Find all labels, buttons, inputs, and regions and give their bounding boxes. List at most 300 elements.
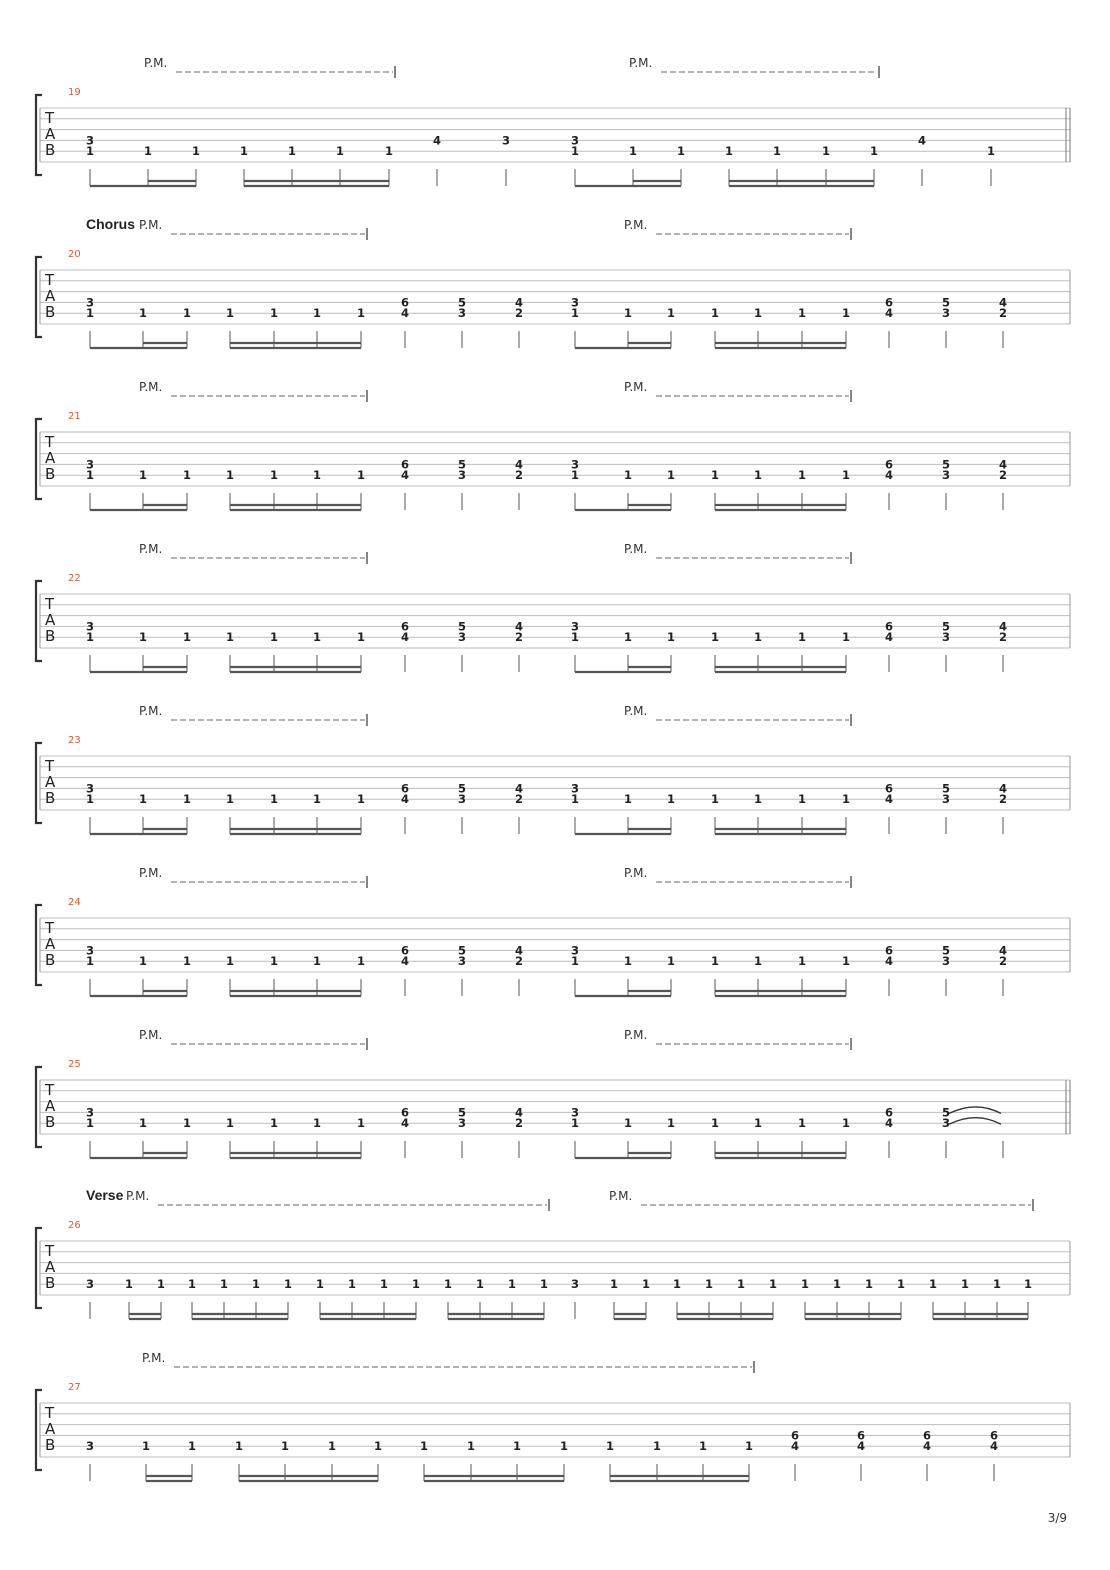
fret-number: 1 [312, 792, 322, 807]
measure-number: 25 [68, 1059, 81, 1070]
fret-number: 1 [641, 1277, 651, 1292]
fret-number: 1 [570, 468, 580, 483]
fret-number: 4 [884, 630, 894, 645]
fret-number: 1 [138, 630, 148, 645]
fret-number: 1 [234, 1439, 244, 1454]
fret-number: 1 [570, 630, 580, 645]
fret-number: 1 [864, 1277, 874, 1292]
fret-number: 1 [623, 306, 633, 321]
fret-number: 6 [884, 619, 894, 634]
palm-mute-label: P.M. [144, 56, 168, 70]
fret-number: 2 [998, 954, 1008, 969]
tab-clef-letter: A [45, 1258, 56, 1276]
fret-number: 1 [753, 468, 763, 483]
fret-number: 1 [312, 468, 322, 483]
fret-number: 1 [327, 1439, 337, 1454]
fret-number: 4 [400, 630, 410, 645]
section-label-verse: Verse [86, 1187, 124, 1203]
tab-clef-letter: B [45, 141, 56, 159]
fret-number: 5 [941, 781, 951, 796]
system-bracket [36, 1067, 42, 1147]
fret-number: 1 [652, 1439, 662, 1454]
fret-number: 4 [514, 619, 524, 634]
fret-number: 1 [841, 792, 851, 807]
tab-clef-letter: B [45, 1274, 56, 1292]
fret-number: 3 [457, 306, 467, 321]
fret-number: 2 [998, 630, 1008, 645]
palm-mute-label: P.M. [142, 1351, 166, 1365]
fret-number: 4 [400, 468, 410, 483]
fret-number: 1 [539, 1277, 549, 1292]
tab-clef-letter: A [45, 773, 56, 791]
fret-number: 1 [666, 630, 676, 645]
fret-number: 1 [724, 144, 734, 159]
palm-mute-label: P.M. [624, 866, 648, 880]
fret-number: 3 [457, 630, 467, 645]
fret-number: 1 [570, 1116, 580, 1131]
fret-number: 1 [419, 1439, 429, 1454]
measure-number: 22 [68, 573, 81, 584]
fret-number: 5 [457, 295, 467, 310]
fret-number: 1 [225, 630, 235, 645]
fret-number: 1 [356, 630, 366, 645]
tab-clef-letter: T [45, 433, 55, 451]
fret-number: 2 [514, 306, 524, 321]
tab-clef-letter: B [45, 1436, 56, 1454]
tab-clef-letter: T [45, 919, 55, 937]
fret-number: 4 [514, 781, 524, 796]
fret-number: 1 [143, 144, 153, 159]
fret-number: 3 [570, 619, 580, 634]
fret-number: 1 [384, 144, 394, 159]
fret-number: 1 [753, 630, 763, 645]
fret-number: 1 [138, 792, 148, 807]
fret-number: 1 [710, 306, 720, 321]
system-bracket [36, 1390, 42, 1470]
palm-mute-label: P.M. [624, 542, 648, 556]
fret-number: 4 [790, 1439, 800, 1454]
tab-clef-letter: T [45, 1404, 55, 1422]
fret-number: 1 [710, 954, 720, 969]
fret-number: 1 [736, 1277, 746, 1292]
fret-number: 1 [896, 1277, 906, 1292]
fret-number: 1 [335, 144, 345, 159]
tab-clef-letter: T [45, 1081, 55, 1099]
fret-number: 1 [138, 468, 148, 483]
fret-number: 3 [941, 468, 951, 483]
fret-number: 3 [85, 1277, 95, 1292]
fret-number: 3 [457, 468, 467, 483]
section-label-chorus: Chorus [86, 216, 135, 232]
palm-mute-label: P.M. [139, 380, 163, 394]
fret-number: 3 [570, 1277, 580, 1292]
fret-number: 6 [884, 295, 894, 310]
fret-number: 1 [138, 306, 148, 321]
system-bracket [36, 257, 42, 337]
fret-number: 4 [856, 1439, 866, 1454]
fret-number: 1 [1023, 1277, 1033, 1292]
fret-number: 1 [156, 1277, 166, 1292]
fret-number: 5 [941, 295, 951, 310]
fret-number: 1 [85, 1116, 95, 1131]
palm-mute-label: P.M. [139, 542, 163, 556]
fret-number: 1 [821, 144, 831, 159]
fret-number: 3 [457, 792, 467, 807]
palm-mute-label: P.M. [126, 1189, 150, 1203]
fret-number: 2 [514, 630, 524, 645]
fret-number: 1 [710, 630, 720, 645]
fret-number: 4 [400, 792, 410, 807]
fret-number: 1 [312, 306, 322, 321]
fret-number: 1 [225, 954, 235, 969]
system-bracket [36, 1228, 42, 1308]
fret-number: 4 [917, 133, 927, 148]
fret-number: 1 [283, 1277, 293, 1292]
palm-mute-label: P.M. [139, 866, 163, 880]
fret-number: 3 [85, 457, 95, 472]
fret-number: 5 [941, 457, 951, 472]
palm-mute-label: P.M. [139, 1028, 163, 1042]
fret-number: 1 [411, 1277, 421, 1292]
fret-number: 1 [797, 630, 807, 645]
tab-clef-letter: A [45, 935, 56, 953]
fret-number: 1 [269, 306, 279, 321]
fret-number: 5 [457, 1105, 467, 1120]
fret-number: 1 [138, 1116, 148, 1131]
fret-number: 1 [744, 1439, 754, 1454]
fret-number: 1 [928, 1277, 938, 1292]
fret-number: 1 [666, 1116, 676, 1131]
fret-number: 2 [998, 468, 1008, 483]
fret-number: 1 [269, 468, 279, 483]
fret-number: 3 [570, 295, 580, 310]
fret-number: 1 [379, 1277, 389, 1292]
tab-clef-letter: T [45, 271, 55, 289]
fret-number: 1 [559, 1439, 569, 1454]
fret-number: 1 [869, 144, 879, 159]
system-bracket [36, 419, 42, 499]
palm-mute-label: P.M. [139, 704, 163, 718]
fret-number: 1 [85, 144, 95, 159]
fret-number: 1 [605, 1439, 615, 1454]
fret-number: 4 [989, 1439, 999, 1454]
fret-number: 5 [457, 457, 467, 472]
tab-clef-letter: A [45, 611, 56, 629]
fret-number: 1 [280, 1439, 290, 1454]
fret-number: 1 [138, 954, 148, 969]
fret-number: 4 [998, 295, 1008, 310]
fret-number: 1 [609, 1277, 619, 1292]
fret-number: 1 [312, 1116, 322, 1131]
fret-number: 1 [704, 1277, 714, 1292]
fret-number: 1 [225, 792, 235, 807]
fret-number: 4 [884, 954, 894, 969]
fret-number: 3 [457, 954, 467, 969]
fret-number: 6 [400, 943, 410, 958]
fret-number: 1 [356, 468, 366, 483]
fret-number: 1 [251, 1277, 261, 1292]
fret-number: 4 [884, 1116, 894, 1131]
fret-number: 1 [269, 954, 279, 969]
fret-number: 1 [239, 144, 249, 159]
tab-clef-letter: T [45, 595, 55, 613]
fret-number: 1 [753, 306, 763, 321]
fret-number: 4 [514, 943, 524, 958]
fret-number: 3 [570, 781, 580, 796]
tab-clef-letter: A [45, 125, 56, 143]
fret-number: 3 [941, 954, 951, 969]
fret-number: 4 [998, 781, 1008, 796]
tab-clef-letter: B [45, 303, 56, 321]
fret-number: 4 [432, 133, 442, 148]
fret-number: 3 [570, 943, 580, 958]
fret-number: 5 [457, 781, 467, 796]
fret-number: 1 [315, 1277, 325, 1292]
fret-number: 3 [501, 133, 511, 148]
fret-number: 1 [841, 468, 851, 483]
fret-number: 2 [998, 306, 1008, 321]
fret-number: 1 [225, 306, 235, 321]
fret-number: 5 [941, 943, 951, 958]
fret-number: 1 [841, 1116, 851, 1131]
fret-number: 6 [989, 1428, 999, 1443]
fret-number: 1 [666, 954, 676, 969]
fret-number: 1 [85, 468, 95, 483]
tab-clef-letter: B [45, 465, 56, 483]
fret-number: 1 [753, 954, 763, 969]
system-bracket [36, 905, 42, 985]
tab-clef-letter: B [45, 1113, 56, 1131]
tab-clef-letter: B [45, 951, 56, 969]
fret-number: 3 [85, 295, 95, 310]
tab-clef-letter: A [45, 1097, 56, 1115]
fret-number: 1 [191, 144, 201, 159]
fret-number: 2 [514, 1116, 524, 1131]
palm-mute-label: P.M. [624, 704, 648, 718]
fret-number: 1 [570, 792, 580, 807]
fret-number: 4 [514, 1105, 524, 1120]
fret-number: 1 [507, 1277, 517, 1292]
fret-number: 2 [514, 792, 524, 807]
fret-number: 1 [753, 792, 763, 807]
fret-number: 1 [312, 630, 322, 645]
measure-number: 23 [68, 735, 81, 746]
fret-number: 6 [922, 1428, 932, 1443]
fret-number: 1 [666, 468, 676, 483]
fret-number: 3 [941, 630, 951, 645]
fret-number: 6 [400, 781, 410, 796]
fret-number: 1 [800, 1277, 810, 1292]
fret-number: 1 [772, 144, 782, 159]
fret-number: 1 [356, 792, 366, 807]
fret-number: 1 [287, 144, 297, 159]
tab-clef-letter: A [45, 287, 56, 305]
fret-number: 1 [797, 468, 807, 483]
fret-number: 6 [400, 619, 410, 634]
fret-number: 1 [187, 1277, 197, 1292]
fret-number: 1 [219, 1277, 229, 1292]
fret-number: 1 [960, 1277, 970, 1292]
fret-number: 1 [512, 1439, 522, 1454]
fret-number: 4 [400, 1116, 410, 1131]
fret-number: 3 [941, 306, 951, 321]
system-bracket [36, 743, 42, 823]
fret-number: 1 [269, 630, 279, 645]
fret-number: 1 [182, 468, 192, 483]
fret-number: 1 [570, 306, 580, 321]
fret-number: 3 [941, 1116, 951, 1131]
fret-number: 1 [797, 792, 807, 807]
fret-number: 1 [85, 306, 95, 321]
fret-number: 1 [623, 630, 633, 645]
fret-number: 1 [676, 144, 686, 159]
fret-number: 1 [141, 1439, 151, 1454]
fret-number: 3 [85, 943, 95, 958]
fret-number: 4 [400, 306, 410, 321]
fret-number: 5 [457, 943, 467, 958]
fret-number: 1 [85, 792, 95, 807]
fret-number: 1 [570, 144, 580, 159]
fret-number: 1 [698, 1439, 708, 1454]
fret-number: 1 [570, 954, 580, 969]
fret-number: 3 [941, 792, 951, 807]
fret-number: 3 [457, 1116, 467, 1131]
fret-number: 1 [797, 1116, 807, 1131]
fret-number: 2 [514, 468, 524, 483]
fret-number: 4 [884, 792, 894, 807]
page-number: 3/9 [1047, 1511, 1067, 1525]
fret-number: 1 [841, 954, 851, 969]
fret-number: 4 [884, 468, 894, 483]
fret-number: 1 [666, 792, 676, 807]
measure-number: 26 [68, 1220, 81, 1231]
measure-number: 24 [68, 897, 81, 908]
tab-clef-letter: A [45, 449, 56, 467]
palm-mute-label: P.M. [624, 1028, 648, 1042]
fret-number: 4 [998, 943, 1008, 958]
fret-number: 4 [884, 306, 894, 321]
measure-number: 21 [68, 411, 81, 422]
fret-number: 1 [623, 1116, 633, 1131]
fret-number: 1 [356, 1116, 366, 1131]
fret-number: 1 [85, 630, 95, 645]
fret-number: 1 [312, 954, 322, 969]
tab-clef-letter: B [45, 789, 56, 807]
fret-number: 6 [884, 781, 894, 796]
fret-number: 1 [182, 1116, 192, 1131]
fret-number: 4 [514, 295, 524, 310]
fret-number: 6 [856, 1428, 866, 1443]
fret-number: 1 [710, 1116, 720, 1131]
fret-number: 1 [124, 1277, 134, 1292]
fret-number: 1 [443, 1277, 453, 1292]
fret-number: 1 [992, 1277, 1002, 1292]
fret-number: 6 [884, 1105, 894, 1120]
fret-number: 6 [884, 943, 894, 958]
fret-number: 3 [85, 619, 95, 634]
fret-number: 4 [400, 954, 410, 969]
system-bracket [36, 581, 42, 661]
tab-clef-letter: T [45, 757, 55, 775]
measure-number: 27 [68, 1382, 81, 1393]
fret-number: 1 [182, 306, 192, 321]
fret-number: 6 [400, 1105, 410, 1120]
fret-number: 1 [672, 1277, 682, 1292]
measure-number: 19 [68, 87, 81, 98]
fret-number: 4 [922, 1439, 932, 1454]
fret-number: 1 [623, 792, 633, 807]
fret-number: 3 [85, 781, 95, 796]
fret-number: 6 [884, 457, 894, 472]
fret-number: 1 [841, 306, 851, 321]
measure-number: 20 [68, 249, 81, 260]
fret-number: 1 [187, 1439, 197, 1454]
palm-mute-label: P.M. [624, 218, 648, 232]
fret-number: 3 [85, 133, 95, 148]
fret-number: 6 [790, 1428, 800, 1443]
fret-number: 1 [628, 144, 638, 159]
tab-clef-letter: B [45, 627, 56, 645]
tab-clef-letter: A [45, 1420, 56, 1438]
fret-number: 1 [623, 954, 633, 969]
fret-number: 4 [998, 619, 1008, 634]
fret-number: 6 [400, 295, 410, 310]
fret-number: 1 [466, 1439, 476, 1454]
fret-number: 1 [841, 630, 851, 645]
fret-number: 1 [666, 306, 676, 321]
fret-number: 1 [356, 306, 366, 321]
fret-number: 1 [356, 954, 366, 969]
fret-number: 1 [373, 1439, 383, 1454]
fret-number: 2 [998, 792, 1008, 807]
fret-number: 1 [182, 954, 192, 969]
fret-number: 1 [85, 954, 95, 969]
palm-mute-label: P.M. [629, 56, 653, 70]
fret-number: 4 [998, 457, 1008, 472]
fret-number: 1 [797, 306, 807, 321]
fret-number: 5 [457, 619, 467, 634]
fret-number: 1 [347, 1277, 357, 1292]
fret-number: 5 [941, 619, 951, 634]
fret-number: 5 [941, 1105, 951, 1120]
fret-number: 3 [85, 1439, 95, 1454]
fret-number: 1 [269, 1116, 279, 1131]
fret-number: 3 [570, 457, 580, 472]
fret-number: 1 [768, 1277, 778, 1292]
fret-number: 1 [710, 468, 720, 483]
fret-number: 1 [475, 1277, 485, 1292]
tab-clef-letter: T [45, 109, 55, 127]
fret-number: 3 [85, 1105, 95, 1120]
fret-number: 1 [832, 1277, 842, 1292]
fret-number: 3 [570, 133, 580, 148]
fret-number: 1 [225, 468, 235, 483]
fret-number: 3 [570, 1105, 580, 1120]
palm-mute-label: P.M. [609, 1189, 633, 1203]
fret-number: 4 [514, 457, 524, 472]
palm-mute-label: P.M. [139, 218, 163, 232]
fret-number: 1 [623, 468, 633, 483]
tab-clef-letter: T [45, 1242, 55, 1260]
fret-number: 1 [269, 792, 279, 807]
fret-number: 1 [182, 792, 192, 807]
fret-number: 6 [400, 457, 410, 472]
fret-number: 1 [182, 630, 192, 645]
fret-number: 1 [710, 792, 720, 807]
fret-number: 2 [514, 954, 524, 969]
system-bracket [36, 95, 42, 175]
fret-number: 1 [986, 144, 996, 159]
